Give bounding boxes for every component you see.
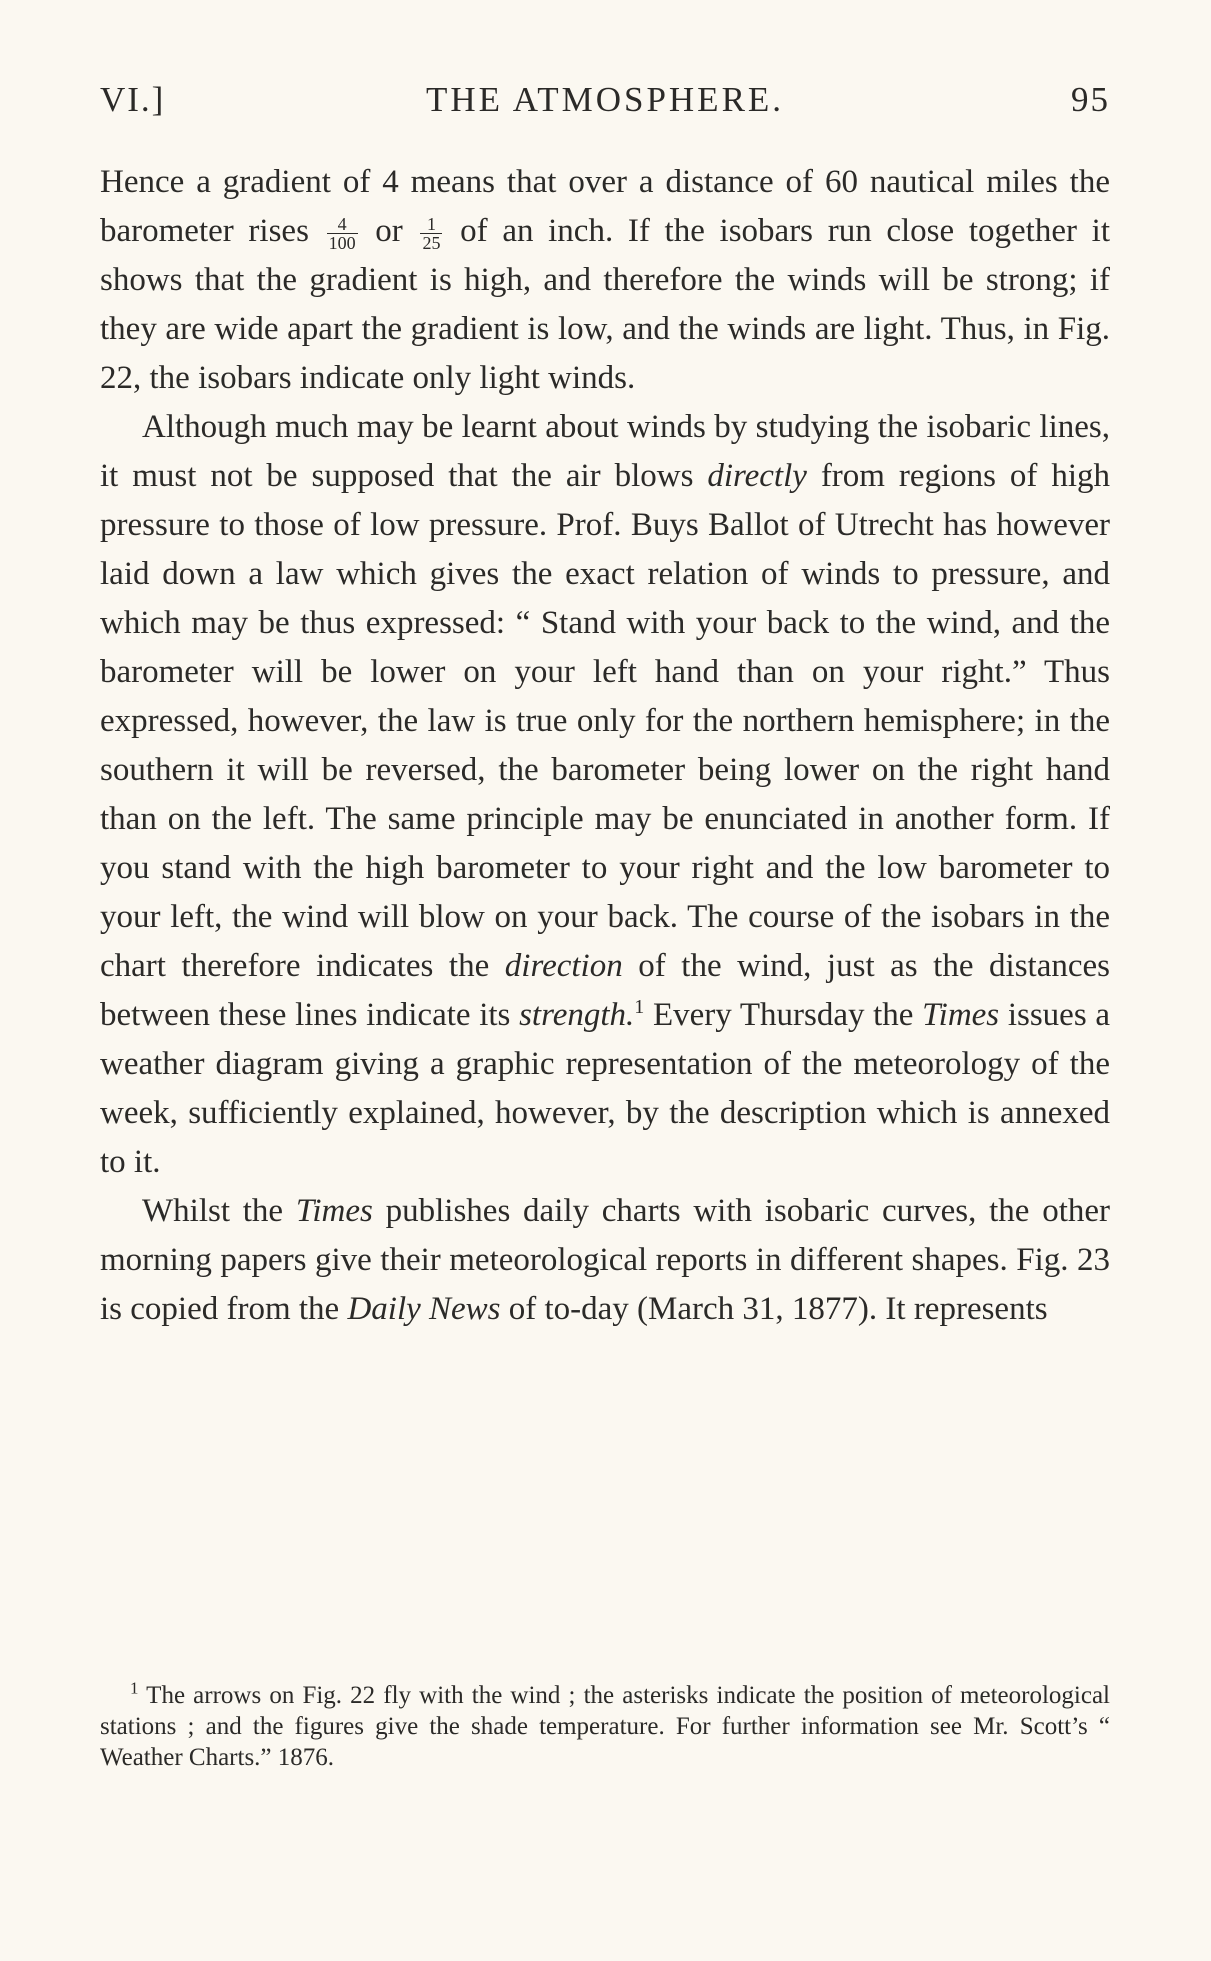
text-run: Hence a gradient of 4 means that over a distance of 60 nautical miles the barometer rises xyxy=(100,164,1110,249)
italic-text: directly xyxy=(707,458,807,494)
chapter-marker: VI.] xyxy=(100,80,166,119)
fraction-numerator: 4 xyxy=(327,215,358,234)
text-run: Although much may be learnt about winds by studying the isobaric lines, it must not be supposed that the air blows xyxy=(100,409,1110,494)
text-run: Every Thursday the xyxy=(644,997,923,1033)
italic-text: Times xyxy=(295,1193,373,1229)
fraction-numerator: 1 xyxy=(420,215,442,234)
fraction-four-hundredths xyxy=(327,215,358,252)
footnote-marker: 1 xyxy=(130,1678,139,1698)
running-title: THE ATMOSPHERE. xyxy=(425,80,785,119)
footnotes xyxy=(100,1680,1110,1773)
running-header xyxy=(100,80,1110,130)
text-run: publishes daily charts with isobaric curves, the other morning papers give their meteorological reports in different shapes. Fig. 23 is copied from the xyxy=(100,1193,1110,1327)
text-run: issues a weather diagram giving a graphic representation of the meteorology of the week, sufficiently explained, however, by the description which is annexed to it. xyxy=(100,997,1110,1180)
text-run: of the wind, just as the distances between these lines indicate its xyxy=(100,948,1110,1033)
fraction-denominator: 100 xyxy=(328,232,356,253)
text-run: of an inch. If the isobars run close together it shows that the gradient is high, and therefore the winds will be strong; if they are wide apart the gradient is low, and the winds are light. Thus, in Fig. 22, the isobars indicate only light winds. xyxy=(100,213,1110,396)
italic-text: direction xyxy=(504,948,623,984)
body-text xyxy=(100,158,1110,1334)
text-run: or xyxy=(360,213,418,249)
text-run: of to-day (March 31, 1877). It represents xyxy=(500,1291,1048,1327)
italic-text: strength. xyxy=(519,997,635,1033)
fraction-one-twentyfifth xyxy=(420,215,442,252)
text-run: Whilst the xyxy=(142,1193,296,1229)
paragraph-gradient xyxy=(100,158,1110,403)
fraction-denominator: 25 xyxy=(422,232,441,253)
footnote xyxy=(100,1680,1110,1773)
italic-text: Daily News xyxy=(347,1291,501,1327)
text-run: from regions of high pressure to those of low pressure. Prof. Buys Ballot of Utrecht has however laid down a law which gives the exact relation of winds to pressure, and which may be thus expressed: “ Stand with your back to the wind, and the barometer will be lower on your left hand than on your right.” Thus expressed, however, the law is true only for the northern hemisphere; in the southern it will be reversed, the barometer being lower on the right hand than on the left. The same principle may be enunciated in another form. If you stand with the high barometer to your right and the low barometer to your left, the wind will blow on your back. The course of the isobars in the chart therefore indicates the xyxy=(100,458,1111,984)
paragraph-buys-ballot-law xyxy=(100,403,1110,1187)
paragraph-daily-charts xyxy=(100,1187,1110,1334)
italic-text: Times xyxy=(922,997,1000,1033)
page-number: 95 xyxy=(1071,80,1110,119)
footnote-text: The arrows on Fig. 22 fly with the wind ; the asterisks indicate the position of meteorological stations ; and the figures give the shade temperature. For further information see Mr. Scott’s “ Weather Charts.” 1876. xyxy=(100,1682,1110,1771)
footnote-reference: 1 xyxy=(634,996,645,1018)
